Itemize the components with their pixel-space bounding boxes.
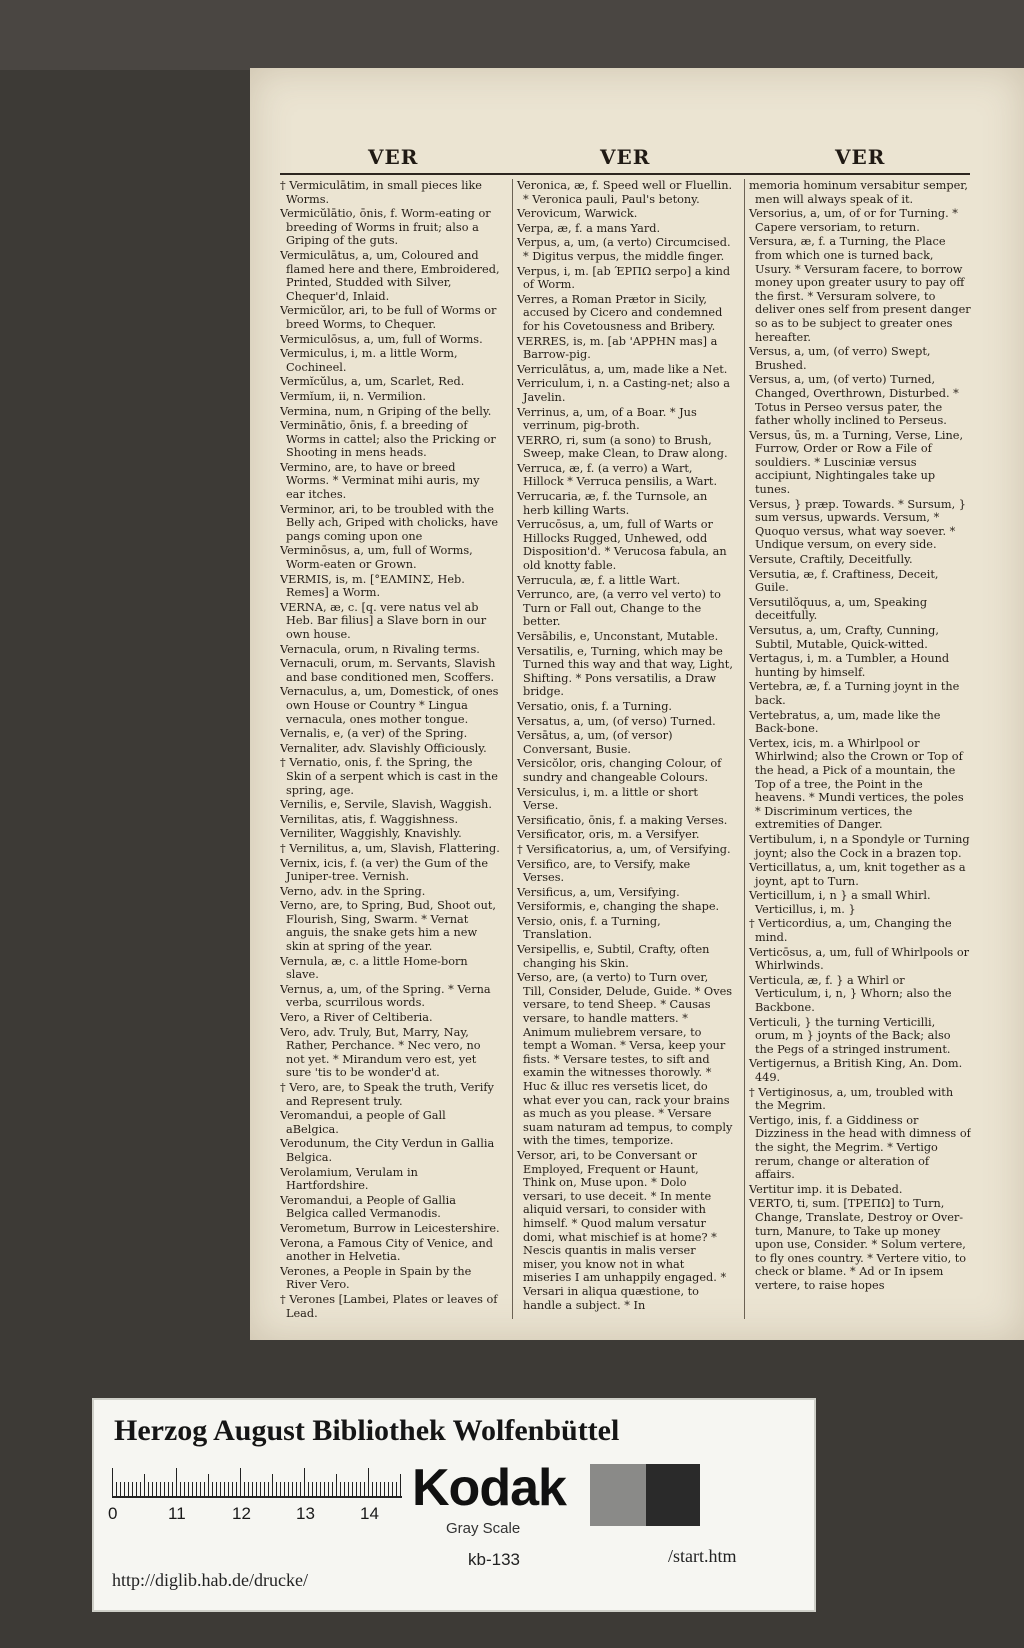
ruler-tick	[172, 1482, 173, 1496]
ruler-tick	[132, 1482, 133, 1496]
ruler-number: 12	[232, 1504, 251, 1523]
dictionary-entry: Versificator, oris, m. a Versifyer.	[517, 828, 700, 842]
dictionary-entry: Vernaliter, adv. Slavishly Officiously.	[280, 741, 487, 755]
dictionary-entry: Vertigo, inis, f. a Giddiness or Dizziness in the head with dimness of the sight, the Megrim. * Vertigo rerum, change or alteration of affairs.	[749, 1113, 971, 1182]
dark-patch	[646, 1464, 700, 1526]
kodak-logo: Kodak	[412, 1459, 566, 1517]
dictionary-entry: Vernus, a, um, of the Spring. * Verna verba, scurrilous words.	[280, 982, 491, 1010]
dictionary-entry: Versatio, onis, f. a Turning.	[517, 699, 673, 713]
ruler-tick	[356, 1482, 357, 1496]
dictionary-entry: † Versificatorius, a, um, of Versifying.	[517, 842, 731, 856]
dictionary-entry: Vermina, num, n Griping of the belly.	[280, 404, 492, 418]
ruler-tick	[316, 1482, 317, 1496]
dictionary-entry: Vermicŭlātio, ōnis, f. Worm-eating or breeding of Worms in fruit; also a Griping of the guts.	[280, 207, 491, 248]
dictionary-entry: Versābilis, e, Unconstant, Mutable.	[517, 630, 719, 643]
headword-left: VER	[368, 145, 419, 169]
dictionary-entry: Vernula, æ, c. a little Home-born slave.	[280, 954, 468, 982]
ruler-tick	[388, 1482, 389, 1496]
dictionary-entry: Verticuli, } the turning Verticilli, orum, m } joynts of the Back; also the Pegs of a stringed instrument.	[749, 1015, 951, 1056]
ruler-tick	[188, 1482, 189, 1496]
ruler-tick	[196, 1482, 197, 1496]
dictionary-entry: Versiformis, e, changing the shape.	[517, 900, 720, 914]
dictionary-entry: VERRES, is, m. [ab 'ΑΡΡΗΝ mas] a Barrow-pig.	[517, 334, 718, 362]
dictionary-entry: Verodunum, the City Verdun in Gallia Belgica.	[280, 1137, 495, 1164]
dictionary-entry: Verona, a Famous City of Venice, and another in Helvetia.	[280, 1236, 493, 1264]
dictionary-entry: Versus, a, um, (of verto) Turned, Changed, Overthrown, Disturbed. * Totus in Perseo versus pater, the father wholly inclined to Perseus.	[749, 373, 959, 428]
ruler-tick	[360, 1482, 361, 1496]
dictionary-entry: Verolamium, Verulam in Hartfordshire.	[280, 1165, 418, 1193]
dictionary-entry: Versus, a, um, (of verro) Swept, Brushed.	[749, 345, 931, 372]
ruler-tick	[144, 1474, 145, 1496]
ruler-tick	[232, 1482, 233, 1496]
dictionary-entry: Versura, æ, f. a Turning, the Place from which one is turned back, Usury. * Versuram facere, to borrow money upon greater usury to pay off the first. * Versuram solvere, to deliver ones self from present danger so as to be subject to greater ones hereafter.	[749, 235, 971, 344]
dictionary-entry: Vermiculus, i, m. a little Worm, Cochineel.	[280, 347, 458, 374]
dictionary-entry: Verniliter, Waggishly, Knavishly.	[280, 827, 462, 841]
dictionary-entry: Verpa, æ, f. a mans Yard.	[517, 221, 661, 235]
ruler-tick	[240, 1468, 241, 1496]
dictionary-entry: Vero, a River of Celtiberia.	[280, 1011, 433, 1025]
start-path: /start.htm	[668, 1546, 737, 1566]
dictionary-entry: Versio, onis, f. a Turning, Translation.	[517, 914, 661, 942]
ruler-tick	[192, 1482, 193, 1496]
library-name: Herzog August Bibliothek Wolfenbüttel	[114, 1414, 620, 1447]
gray-scale-label: Gray Scale	[446, 1520, 521, 1537]
dictionary-entry: Versutilŏquus, a, um, Speaking deceitfully.	[749, 595, 928, 623]
dictionary-entry: Verrucula, æ, f. a little Wart.	[517, 573, 681, 587]
dictionary-entry: Versorius, a, um, of or for Turning. * Capere versoriam, to return.	[749, 207, 958, 234]
ruler-tick	[348, 1482, 349, 1496]
dictionary-entry: Verrucaria, æ, f. the Turnsole, an herb killing Warts.	[517, 490, 708, 517]
ruler-tick	[256, 1482, 257, 1496]
dictionary-entry: Vernalis, e, (a ver) of the Spring.	[280, 727, 468, 741]
ruler-tick	[332, 1482, 333, 1496]
ruler-tick	[328, 1482, 329, 1496]
ruler-number: 13	[296, 1504, 315, 1523]
ruler-numbers	[108, 1504, 408, 1526]
ruler-tick	[300, 1482, 301, 1496]
scan-background-top	[0, 0, 1024, 70]
dictionary-entry: † Verticordius, a, um, Changing the mind.	[749, 917, 952, 945]
ruler-tick	[260, 1482, 261, 1496]
ruler-tick	[204, 1482, 205, 1496]
dictionary-entry: Versipellis, e, Subtil, Crafty, often changing his Skin.	[517, 943, 710, 970]
dictionary-entry: Verticillatus, a, um, knit together as a joynt, apt to Turn.	[749, 861, 966, 888]
ruler-tick	[400, 1474, 401, 1496]
ruler-tick	[280, 1482, 281, 1496]
ruler-tick	[336, 1474, 337, 1496]
ruler-tick	[236, 1482, 237, 1496]
ruler-tick	[220, 1482, 221, 1496]
ruler-tick	[304, 1468, 305, 1496]
dictionary-entry: Verrunco, are, (a verro vel verto) to Turn or Fall out, Change to the better.	[517, 588, 721, 629]
ruler-tick	[380, 1482, 381, 1496]
ruler-tick	[364, 1482, 365, 1496]
dictionary-entry: Verrinus, a, um, of a Boar. * Jus verrinum, pig-broth.	[517, 405, 697, 433]
ruler-tick	[384, 1482, 385, 1496]
dictionary-entry: Verruca, æ, f. (a verro) a Wart, Hillock * Verruca pensilis, a Wart.	[517, 461, 718, 489]
dictionary-entry: Verminor, ari, to be troubled with the Belly ach, Griped with cholicks, have pangs coming upon one	[280, 502, 499, 543]
dictionary-entry: Veromandui, a People of Gallia Belgica called Vermanodis.	[280, 1193, 456, 1221]
dictionary-entry: Verno, are, to Spring, Bud, Shoot out, Flourish, Sing, Swarm. * Vernat anguis, the snake gets him a new skin at spring of the year.	[280, 899, 497, 954]
dictionary-entry: Veromandui, a people of Gall aBelgica.	[280, 1109, 446, 1136]
ruler-tick	[156, 1482, 157, 1496]
ruler-tick	[208, 1474, 209, 1496]
dictionary-column-1	[280, 179, 500, 1319]
dictionary-entry: Vernacula, orum, n Rivaling terms.	[280, 642, 480, 656]
ruler-tick	[148, 1482, 149, 1496]
dictionary-entry: memoria hominum versabitur semper, men will always speak of it.	[749, 179, 969, 206]
ruler-tick	[352, 1482, 353, 1496]
running-header	[280, 143, 970, 175]
ruler-tick	[176, 1468, 177, 1496]
ruler-tick	[124, 1482, 125, 1496]
ruler-tick	[268, 1482, 269, 1496]
dictionary-entry: Versificus, a, um, Versifying.	[517, 885, 680, 899]
ruler-tick	[308, 1482, 309, 1496]
dictionary-entry: † Verones [Lambei, Plates or leaves of Lead.	[280, 1292, 498, 1319]
dictionary-entry: Verpus, i, m. [ab ΈΡΠΩ serpo] a kind of Worm.	[517, 264, 731, 292]
dictionary-entry: Versatus, a, um, (of verso) Turned.	[517, 714, 716, 728]
dictionary-column-2	[512, 179, 733, 1319]
ruler-tick	[276, 1482, 277, 1496]
ruler-tick	[288, 1482, 289, 1496]
dictionary-entry: Vertebra, æ, f. a Turning joynt in the back.	[749, 680, 960, 707]
dictionary-entry: Versatilis, e, Turning, which may be Turned this way and that way, Light, Shifting. * Pons versatilis, a Draw bridge.	[517, 644, 733, 699]
ruler-tick	[244, 1482, 245, 1496]
ruler-tick	[180, 1482, 181, 1496]
ruler-tick	[344, 1482, 345, 1496]
ruler-tick	[284, 1482, 285, 1496]
dictionary-entry: VERMIS, is, m. [°ΕΛΜΙΝΣ, Heb. Remes] a Worm.	[280, 572, 465, 600]
headword-right: VER	[835, 145, 886, 169]
ruler-tick	[312, 1482, 313, 1496]
dictionary-entry: Verpus, a, um, (a verto) Circumcised. * Digitus verpus, the middle finger.	[517, 236, 731, 263]
ruler-tick	[116, 1482, 117, 1496]
dictionary-entry: Vernaculi, orum, m. Servants, Slavish and base conditioned men, Scoffers.	[280, 657, 496, 684]
ruler-tick	[128, 1482, 129, 1496]
gray-patch	[590, 1464, 646, 1526]
ruler-tick	[296, 1482, 297, 1496]
dictionary-entry: Verriculum, i, n. a Casting-net; also a Javelin.	[517, 377, 731, 404]
dictionary-column-3	[744, 179, 971, 1319]
dictionary-entry: † Vernatio, onis, f. the Spring, the Skin of a serpent which is cast in the spring, age.	[280, 756, 498, 797]
dictionary-entry: Vertebratus, a, um, made like the Back-bone.	[749, 708, 941, 736]
ruler-tick	[396, 1482, 397, 1496]
dictionary-entry: Verovicum, Warwick.	[517, 207, 638, 221]
dictionary-entry: Vernilitas, atis, f. Waggishness.	[280, 812, 459, 826]
dictionary-entry: Vertibulum, i, n a Spondyle or Turning joynt; also the Cock in a brazen top.	[749, 832, 970, 860]
ruler-tick	[228, 1482, 229, 1496]
kodak-color-target	[92, 1398, 816, 1612]
headword-center: VER	[600, 145, 651, 169]
ruler-tick	[272, 1474, 273, 1496]
dictionary-entry: Verno, adv. in the Spring.	[280, 884, 426, 898]
dictionary-entry: Vermino, are, to have or breed Worms. * Verminat mihi auris, my ear itches.	[280, 460, 480, 502]
ruler-tick	[200, 1482, 201, 1496]
dictionary-entry: Versifico, are, to Versify, make Verses.	[517, 857, 691, 885]
dictionary-entry: Vermiculōsus, a, um, full of Worms.	[280, 332, 483, 346]
dictionary-entry: Vero, adv. Truly, But, Marry, Nay, Rather, Perchance. * Nec vero, no not yet. * Mirandum vero est, yet sure 'tis to be wonder'd at.	[280, 1025, 481, 1080]
target-code: kb-133	[468, 1550, 520, 1569]
dictionary-entry: VERNA, æ, c. [q. vere natus vel ab Heb. Bar filius] a Slave born in our own house.	[280, 600, 487, 641]
dictionary-entry: Vertitur imp. it is Debated.	[749, 1182, 903, 1196]
dictionary-entry: Verminātio, ōnis, f. a breeding of Worms in cattel; also the Pricking or Shooting in mens heads.	[280, 419, 496, 460]
dictionary-entry: Vernilis, e, Servile, Slavish, Waggish.	[280, 798, 492, 812]
dictionary-entry: Verones, a People in Spain by the River Vero.	[280, 1264, 472, 1292]
dictionary-entry: Verticula, æ, f. } a Whirl or Verticulum, i, n, } Whorn; also the Backbone.	[749, 973, 952, 1015]
dictionary-entry: † Vernilitus, a, um, Slavish, Flattering.	[280, 841, 500, 855]
dictionary-entry: Verminōsus, a, um, full of Worms, Worm-eaten or Grown.	[280, 544, 473, 572]
dictionary-entry: Verticōsus, a, um, full of Whirlpools or Whirlwinds.	[749, 945, 970, 973]
ruler-tick	[248, 1482, 249, 1496]
dictionary-entry: Vertigernus, a British King, An. Dom. 449.	[749, 1057, 963, 1084]
dictionary-entry: Vertex, icis, m. a Whirlpool or Whirlwind; also the Crown or Top of the head, a Pick of a mountain, the Top of a tree, the Point in the heavens. * Mundi vertices, the poles * Discriminum vertices, the extremities of Danger.	[749, 736, 964, 832]
dictionary-entry: Versiculus, i, m. a little or short Verse.	[517, 785, 698, 813]
ruler-tick	[152, 1482, 153, 1496]
dictionary-entry: Veronica, æ, f. Speed well or Fluellin. * Veronica pauli, Paul's betony.	[517, 179, 733, 206]
ruler-tick	[376, 1482, 377, 1496]
ruler-tick	[160, 1482, 161, 1496]
dictionary-entry: † Vermiculātim, in small pieces like Worms.	[280, 179, 482, 206]
ruler-tick	[372, 1482, 373, 1496]
source-url: http://diglib.hab.de/drucke/	[112, 1570, 308, 1590]
dictionary-entry: Vermĭcŭlus, a, um, Scarlet, Red.	[280, 375, 465, 389]
ruler-number: 14	[360, 1504, 379, 1523]
dictionary-entry: Verometum, Burrow in Leicestershire.	[280, 1221, 500, 1235]
ruler-tick	[340, 1482, 341, 1496]
ruler-tick	[216, 1482, 217, 1496]
dictionary-entry: † Vertiginosus, a, um, troubled with the Megrim.	[749, 1085, 954, 1113]
ruler	[112, 1466, 402, 1498]
dictionary-entry: Vernix, icis, f. (a ver) the Gum of the Juniper-tree. Vernish.	[280, 856, 489, 884]
ruler-number: 0	[108, 1504, 118, 1523]
dictionary-entry: Versor, ari, to be Conversant or Employed, Frequent or Haunt, Think on, Muse upon. * Dolo versari, to use deceit. * In mente aliquid versari, to consider with himself. * Quod malum versatur domi, what mischief is at home? * Nescis quantis in malis verser miser, you know not in what miseries I am unhappily engaged. * Versari in aliqua quæstione, to handle a subject. * In	[517, 1148, 727, 1312]
dictionary-entry: Versus, ūs, m. a Turning, Verse, Line, Furrow, Order or Row a File of souldiers. * Lusciniæ versus accipiunt, Nightingales take up tunes.	[749, 428, 964, 497]
ruler-tick	[320, 1482, 321, 1496]
ruler-tick	[112, 1468, 113, 1496]
dictionary-entry: Versutia, æ, f. Craftiness, Deceit, Guile.	[749, 567, 939, 595]
dictionary-entry: Vermicŭlor, ari, to be full of Worms or breed Worms, to Chequer.	[280, 304, 497, 331]
dictionary-entry: VERTO, ti, sum. [ΤΡΕΠΩ] to Turn, Change, Translate, Destroy or Over-turn, Manure, to Take up money upon use, Consider. * Solum vertere, to fly ones country. * Vertere vitio, to check or blame. * Ad or In ipsem vertere, to raise hopes	[749, 1197, 967, 1292]
book-page	[250, 68, 1024, 1340]
dictionary-entry: Vermĭum, ii, n. Vermilion.	[280, 389, 426, 403]
dictionary-entry: Verrucōsus, a, um, full of Warts or Hillocks Rugged, Unhewed, odd Disposition'd. * Verucosa fabula, an old knotty fable.	[517, 518, 727, 573]
dictionary-entry: VERRO, ri, sum (a sono) to Brush, Sweep, make Clean, to Draw along.	[517, 433, 728, 461]
ruler-tick	[120, 1482, 121, 1496]
dictionary-entry: Versutus, a, um, Crafty, Cunning, Subtil, Mutable, Quick-witted.	[749, 624, 939, 651]
ruler-number: 11	[168, 1504, 186, 1523]
ruler-tick	[292, 1482, 293, 1496]
dictionary-entry: Vernaculus, a, um, Domestick, of ones own House or Country * Lingua vernacula, ones mother tongue.	[280, 685, 499, 726]
ruler-tick	[224, 1482, 225, 1496]
dictionary-entry: Versificatio, ōnis, f. a making Verses.	[517, 813, 728, 827]
ruler-tick	[164, 1482, 165, 1496]
dictionary-entry: Verres, a Roman Prætor in Sicily, accused by Cicero and condemned for his Covetousness and Bribery.	[517, 292, 723, 333]
dictionary-entry: Verticillum, i, n } a small Whirl. Verticillus, i, m. }	[749, 889, 931, 916]
ruler-tick	[184, 1482, 185, 1496]
dictionary-entry: Versute, Craftily, Deceitfully.	[749, 553, 913, 567]
dictionary-entry: Vertagus, i, m. a Tumbler, a Hound hunting by himself.	[749, 652, 950, 679]
ruler-tick	[252, 1482, 253, 1496]
ruler-tick	[136, 1482, 137, 1496]
dictionary-entry: † Vero, are, to Speak the truth, Verify and Represent truly.	[280, 1081, 494, 1108]
dictionary-entry: Versus, } præp. Towards. * Sursum, } sum versus, upwards. Versum, * Quoquo versus, what way soever. * Undique versum, on every side.	[749, 497, 966, 552]
dictionary-entry: Verriculātus, a, um, made like a Net.	[517, 362, 728, 376]
dictionary-entry: Versātus, a, um, (of versor) Conversant, Busie.	[517, 729, 673, 756]
ruler-tick	[264, 1482, 265, 1496]
ruler-tick	[168, 1482, 169, 1496]
ruler-tick	[324, 1482, 325, 1496]
dictionary-entry: Vermiculātus, a, um, Coloured and flamed here and there, Embroidered, Printed, Studded with Silver, Chequer'd, Inlaid.	[280, 248, 500, 303]
ruler-tick	[392, 1482, 393, 1496]
dictionary-entry: Verso, are, (a verto) to Turn over, Till, Consider, Delude, Guide. * Oves versare, to tend Sheep. * Causas versare, to handle matters. * Animum muliebrem versare, to tempt a Woman. * Versa, keep your fists. * Versare testes, to sift and examin the witnesses thorowly. * Huc & illuc res versetis licet, do what ever you can, rack your brains as much as you please. * Versare suam naturam ad tempus, to comply with the times, temporize.	[517, 971, 733, 1148]
ruler-tick	[212, 1482, 213, 1496]
dictionary-entry: Versicŏlor, oris, changing Colour, of sundry and changeable Colours.	[517, 757, 722, 784]
ruler-tick	[140, 1482, 141, 1496]
ruler-tick	[368, 1468, 369, 1496]
page-content	[280, 143, 970, 1323]
